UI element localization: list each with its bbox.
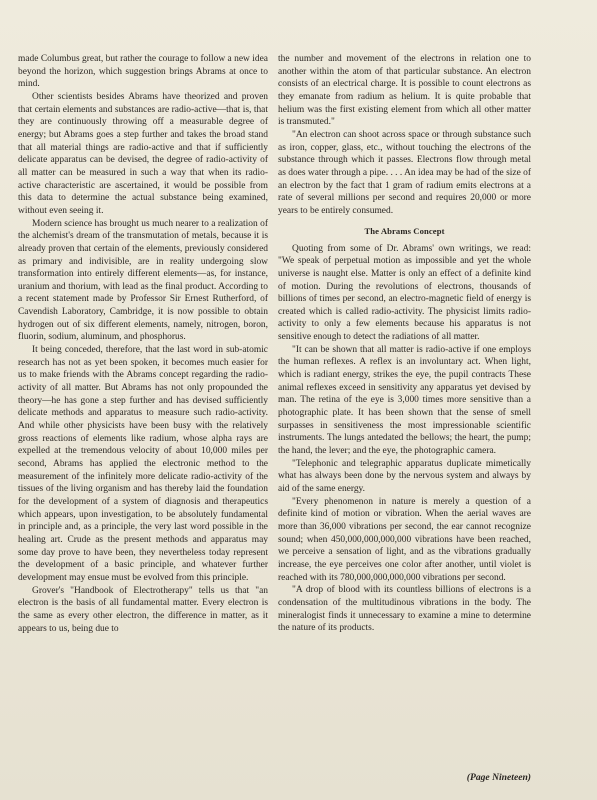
paragraph: made Columbus great, but rather the courage to follow a new idea beyond the horizon, which suggestion brings Abrams at once to mind. [18,54,268,90]
page-number: (Page Nineteen) [466,772,531,783]
paragraph: the number and movement of the electrons in relation one to another within the atom of that particular substance. An electron consists of an electrical charge. It is possible to count electrons as they emanate from radium as helium. It is quite probable that helium was the first existing element from which all other matter is transmuted." [278,54,531,128]
left-column [18,53,268,635]
paragraph: "It can be shown that all matter is radio-active if one employs the human reflexes. A reflex is an involuntary act. When light, which is radiant energy, strikes the eye, the pupil contracts These animal reflexes exceed in sensitivity any apparatus yet devised by man. The retina of the eye is 3,000 times more sensitive than a photographic plate. It has been shown that the sense of smell surpasses in sensitiveness the most impressionable scientific instruments. The lungs antedated the bellows; the heart, the pump; the hand, the lever; and the eye, the photographic camera. [278,344,531,457]
paragraph: Quoting from some of Dr. Abrams' own writings, we read: "We speak of perpetual motion as impossible and yet the whole universe is naught else. Matter is only an effect of a definite kind of motion. During the revolutions of electrons, thousands of billions of times per second, an electro-magnetic field of energy is created which is called radio-activity. The physicist limits radio-activity to only a few elements because his apparatus is not sensitive enough to detect the radiations of all matter. [278,243,531,343]
paragraph: "Every phenomenon in nature is merely a question of a definite kind of motion or vibration. When the aerial waves are more than 36,000 vibrations per second, the ear cannot recognize sound; when 450,000,000,000,000 vibrations have been reached, we perceive a sensation of light, and as the vibrations gradually increase, the eye perceives one color after another, until violet is reached with its 780,000,000,000,000 vibrations per second. [278,496,531,583]
paragraph: "A drop of blood with its countless billions of electrons is a condensation of the multitudinous vibrations in the body. The mineralogist finds it unnecessary to examine a mine to determine the nature of its products. [278,585,531,634]
right-column [278,53,531,635]
paragraph: Modern science has brought us much nearer to a realization of the alchemist's dream of the transmutation of metals, because it is already proven that certain of the elements, previously considered as primary and indivisible, are in reality undergoing slow transformation into entirely different elements—as, for instance, uranium and thorium, with lead as the final product. According to a recent statement made by Professor Sir Ernest Rutherford, of Cavendish Laboratory, Cambridge, it is now possible to obtain hydrogen out of six different elements, namely, nitrogen, boron, fluorin, sodium, aluminum, and phosphorus. [18,218,268,343]
paragraph: Grover's "Handbook of Electrotherapy" tells us that "an electron is the basis of all fundamental matter. Every electron is the same as every other electron, the difference in matter, as it appears to us, being due to [18,585,268,634]
paragraph: "Telephonic and telegraphic apparatus duplicate mimetically what has always been done by the nervous system and always by aid of the same energy. [278,458,531,494]
section-heading: The Abrams Concept [364,225,445,236]
paragraph: "An electron can shoot across space or through substance such as iron, copper, glass, etc., without touching the electrons of the substance through which it passes. Electrons flow through metal as does water through a pipe. . . . An idea may be had of the size of an electron by the fact that 1 gram of radium emits electrons at a rate of several millions per second and requires 20,000 or more years to be entirely consumed. [278,129,531,216]
paragraph: It being conceded, therefore, that the last word in sub-atomic research has not as yet been spoken, it becomes much easier for us to make friends with the Abrams concept regarding the radio-activity of all matter. But Abrams has not only propounded the theory—he has gone a step further and has devised sufficiently delicate methods and apparatus to measure such radio-activity. And while other physicists have been busy with the relatively gross reactions of elements like radium, whose alpha rays are expelled at the tremendous velocity of about 10,000 miles per second, Abrams has applied the electronic method to the measurement of the infinitely more delicate radio-activity of the tissues of the living organism and has thereby laid the foundation for the development of a system of diagnosis and therapeutics which appears, upon investigation, to be absolutely fundamental in principle and, as a principle, the very last word possible in the healing art. Crude as the present methods and apparatus may some day prove to have been, they nevertheless today represent the development of a basic principle, and whatever further development may ensue must be evolved from this principle. [18,345,268,583]
paragraph: Other scientists besides Abrams have theorized and proven that certain elements and substances are radio-active—that is, that they are continuously throwing off a measurable degree of energy; but Abrams goes a step further and takes the broad stand that all material things are radio-active and that if sufficiently delicate apparatus can be devised, the degree of radio-activity of all matter can be measured in such a way that when its radio-active characteristic are ascertained, it would be possible from this data to determine the actual substance being examined, without even seeing it. [18,91,268,216]
